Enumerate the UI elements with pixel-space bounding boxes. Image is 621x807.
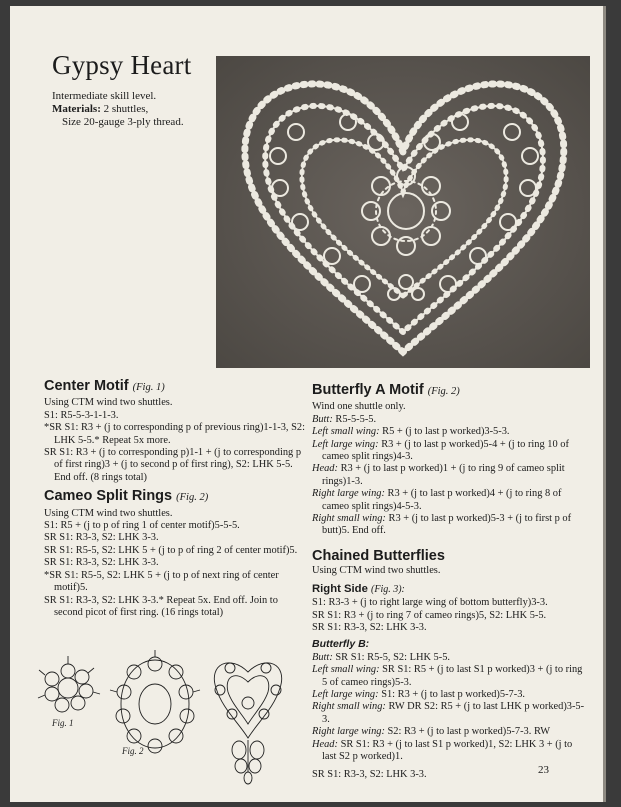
chained-butterflies-heading: Chained Butterflies [312, 547, 445, 564]
instruction-line: Left large wing: S1: R3 + (j to last p worked)5-7-3. [312, 688, 525, 700]
instruction-line: Right large wing: R3 + (j to last p worked)4 + (j to ring 8 of cameo split rings)4-5-3. [312, 488, 562, 512]
instruction-line: Right large wing: S2: R3 + (j to last p worked)5-7-3. RW [312, 726, 551, 738]
instruction-line: Head: SR S1: R3 + (j to last S1 p worked)1, S2: LHK 3 + (j to last S2 p worked)1. [312, 738, 573, 762]
intro-block [52, 90, 184, 129]
butterfly-a-heading: Butterfly A Motif (Fig. 2) [312, 382, 460, 398]
instruction-line: S1: R5-5-3-1-1-3. [44, 409, 119, 421]
instruction-line: *SR S1: R3 + (j to corresponding p of previous ring)1-1-3, S2: LHK 5-5.* Repeat 5x more. [44, 422, 305, 446]
instruction-line: SR S1: R3 + (j to ring 7 of cameo rings)5, S2: LHK 5-5. [312, 609, 547, 621]
cameo-heading: Cameo Split Rings (Fig. 2) [44, 488, 209, 505]
instruction-line: Left small wing: R5 + (j to last p worked)3-5-3. [312, 426, 510, 438]
skill-level: Intermediate skill level. [52, 90, 157, 102]
instruction-line: SR S1: R3-3, S2: LHK 3-3. [312, 621, 427, 633]
left-column [44, 380, 306, 619]
instruction-line: Left small wing: SR S1: R5 + (j to last S1 p worked)3 + (j to ring 5 of cameo rings)5-3. [312, 664, 583, 688]
materials-line: Materials: 2 shuttles, [52, 103, 149, 115]
instruction-line: Butt: R5-5-5-5. [312, 413, 377, 425]
page-number: 23 [538, 764, 549, 776]
instruction-line: S1: R5 + (j to p of ring 1 of center motif)5-5-5. [44, 520, 240, 532]
fig3-diagram [214, 663, 281, 784]
instruction-line: Using CTM wind two shuttles. [44, 397, 173, 409]
fig1-label: Fig. 1 [52, 718, 74, 728]
instruction-line: SR S1: R3 + (j to corresponding p)1-1 + (j to corresponding p of first ring)3 + (j to second p of first ring), S2: LHK 5-5. End off. (8 rings total) [44, 447, 302, 483]
instruction-line: SR S1: R3-3, S2: LHK 3-3. [44, 557, 159, 569]
right-side-heading: Right Side (Fig. 3): [312, 582, 405, 595]
instruction-line: SR S1: R5-5, S2: LHK 5 + (j to p of ring 2 of center motif)5. [44, 544, 298, 556]
right-column [312, 384, 586, 782]
butterfly-b-heading: Butterfly B: [312, 638, 370, 651]
instruction-line: Wind one shuttle only. [312, 401, 406, 413]
instruction-line: SR S1: R3-3, S2: LHK 3-3.* Repeat 5x. End off. Join to second picot of first ring. (16 rings total) [44, 594, 278, 618]
instruction-line: Butt: SR S1: R5-5, S2: LHK 5-5. [312, 651, 450, 663]
lace-heart-image [216, 56, 590, 368]
center-motif-heading: Center Motif (Fig. 1) [44, 378, 165, 394]
book-page [10, 6, 606, 802]
page-title: Gypsy Heart [52, 50, 192, 80]
fig1-diagram [38, 656, 100, 712]
instruction-line: S1: R3-3 + (j to right large wing of bottom butterfly)3-3. [312, 597, 548, 609]
lace-heart-photo [216, 56, 590, 368]
instruction-line: Right small wing: R3 + (j to last p worked)5-3 + (j to first p of butt)5. End off. [312, 513, 572, 537]
instruction-line: SR S1: R3-3, S2: LHK 3-3. [312, 769, 427, 781]
instruction-line: *SR S1: R5-5, S2: LHK 5 + (j to p of next ring of center motif)5. [44, 569, 279, 594]
fig2-diagram [110, 650, 200, 753]
instruction-line: Head: R3 + (j to last p worked)1 + (j to ring 9 of cameo split rings)1-3. [312, 463, 565, 487]
instruction-line: Using CTM wind two shuttles. [312, 565, 441, 577]
thread-line: Size 20-gauge 3-ply thread. [62, 116, 184, 128]
instruction-line: SR S1: R3-3, S2: LHK 3-3. [44, 532, 159, 544]
instruction-line: Using CTM wind two shuttles. [44, 507, 173, 519]
instruction-line: Right small wing: RW DR S2: R5 + (j to last LHK p worked)3-5-3. [312, 701, 585, 725]
tatting-diagrams [30, 646, 300, 794]
instruction-line: Left large wing: R3 + (j to last p worked)5-4 + (j to ring 10 of cameo split rings)4-3. [312, 438, 569, 463]
fig2-label: Fig. 2 [122, 746, 144, 756]
